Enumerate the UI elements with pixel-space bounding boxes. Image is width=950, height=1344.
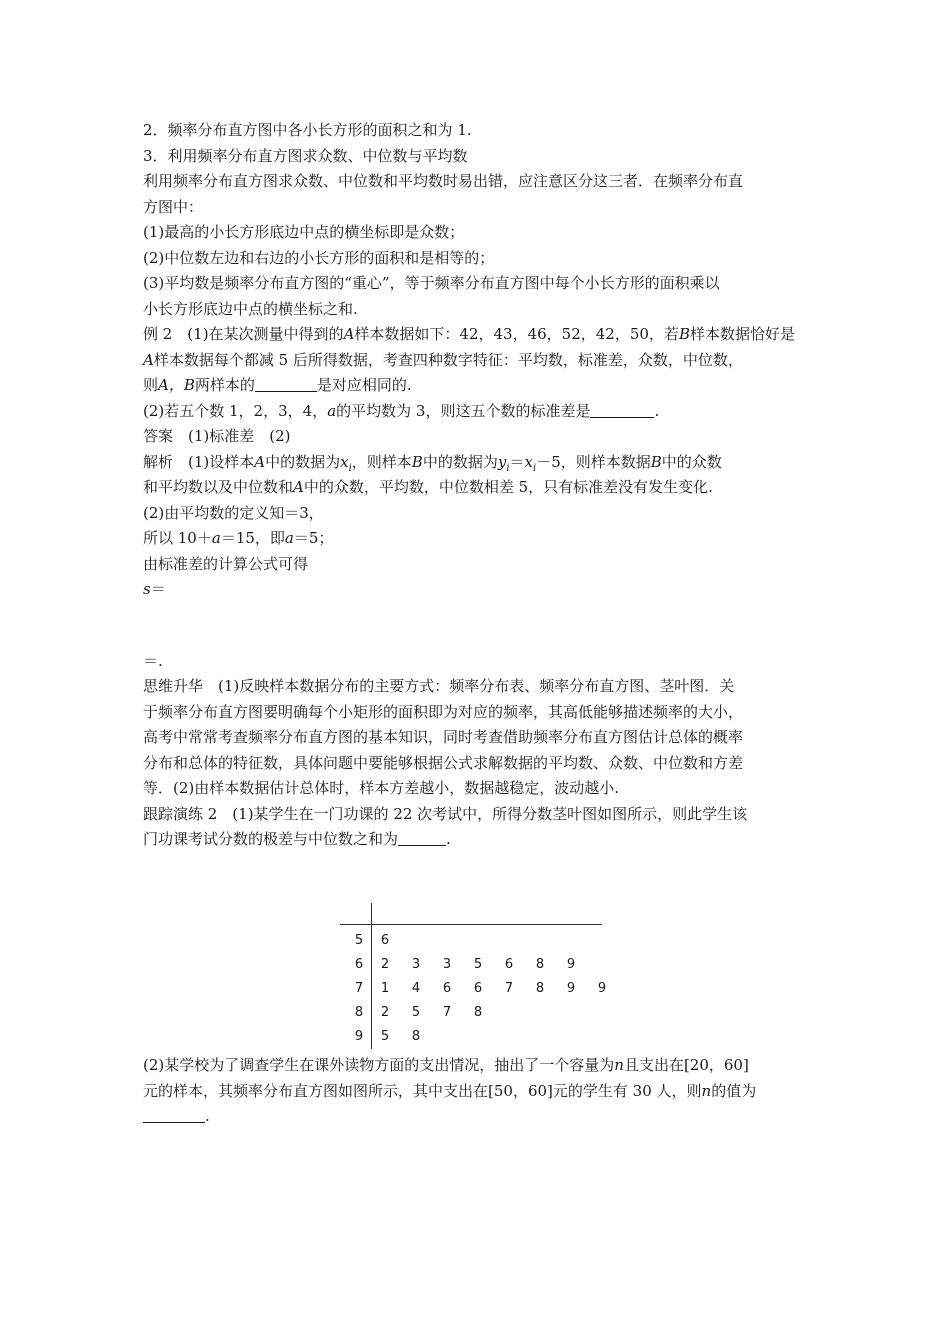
- stem-leaf-row: [340, 977, 607, 1001]
- stem-value: 7: [354, 981, 364, 996]
- leaf-value: 1: [380, 981, 390, 996]
- leaf-value: 6: [473, 981, 483, 996]
- leaf-value: 9: [597, 981, 607, 996]
- leaf-value: 5: [411, 1005, 421, 1020]
- leaf-value: 7: [442, 1005, 452, 1020]
- summary-line: 分布和总体的特征数，具体问题中要能够根据公式求解数据的平均数、众数、中位数和方差: [143, 753, 744, 772]
- leaf-value: 6: [442, 981, 452, 996]
- practice-line-2: 门功课考试分数的极差与中位数之和为 .: [143, 830, 451, 848]
- summary-line: 思维升华 (1)反映样本数据分布的主要方式：频率分布表、频率分布直方图、茎叶图．关: [143, 677, 735, 695]
- paragraph-line: 利用频率分布直方图求众数、中位数和平均数时易出错，应注意区分这三者．在频率分布直: [143, 172, 744, 190]
- paragraph-line: 方图中：: [143, 197, 204, 216]
- question-2-line-2: 元的样本，其频率分布直方图如图所示，其中支出在[50，60]元的学生有 30 人，则n的值为: [143, 1081, 757, 1100]
- example-2-line-2: A样本数据每个都减 5 后所得数据，考查四种数字特征：平均数，标准差，众数，中位数，: [143, 350, 743, 369]
- leaf-value: 4: [411, 981, 421, 996]
- leaf-value: 5: [473, 957, 483, 972]
- example-2-line-1: 例 2 (1)在某次测量中得到的A样本数据如下：42，43，46，52，42，50，若B样本数据恰好是: [143, 325, 795, 343]
- leaf-value: 9: [566, 957, 576, 972]
- summary-line: 等．(2)由样本数据估计总体时，样本方差越小，数据越稳定，波动越小.: [143, 779, 620, 797]
- text-block-top: [143, 118, 815, 853]
- leaf-value: 6: [504, 957, 514, 972]
- answer-blank: [255, 377, 317, 392]
- solution-line-6: s＝: [143, 580, 166, 598]
- solution-line-5: 由标准差的计算公式可得: [143, 554, 309, 573]
- leaf-value: 8: [535, 981, 545, 996]
- answer-blank: [590, 403, 654, 418]
- solution-line-2: 和平均数以及中位数和A中的众数，平均数，中位数相差 5，只有标准差没有发生变化.: [143, 478, 713, 496]
- point-3-heading: 3．利用频率分布直方图求众数、中位数与平均数: [143, 146, 468, 165]
- answer-blank: [143, 1108, 205, 1123]
- solution-line-4: 所以 10＋a＝15，即a＝5；: [143, 529, 334, 547]
- formula-gap: [143, 603, 815, 649]
- example-2-line-3: 则A，B两样本的 是对应相同的.: [143, 376, 412, 394]
- stem-leaf-row: [340, 1025, 602, 1049]
- leaf-value: 3: [411, 957, 421, 972]
- leaf-value: 7: [504, 981, 514, 996]
- stem-value: 5: [354, 933, 364, 948]
- leaf-value: 5: [380, 1029, 390, 1044]
- stem-leaf-row: [340, 953, 602, 977]
- leaf-value: 9: [566, 981, 576, 996]
- leaf-value: 8: [411, 1029, 421, 1044]
- stem-leaf-plot: [340, 903, 607, 1049]
- stem-value: 8: [354, 1005, 364, 1020]
- rule-3: (3)平均数是频率分布直方图的“重心”，等于频率分布直方图中每个小长方形的面积乘以: [143, 274, 720, 292]
- practice-line-1: 跟踪演练 2 (1)某学生在一门功课的 22 次考试中，所得分数茎叶图如图所示，则此学生该: [143, 804, 748, 823]
- leaf-value: 2: [380, 957, 390, 972]
- rule-3-cont: 小长方形底边中点的横坐标之和.: [143, 299, 358, 318]
- stem-value: 9: [354, 1029, 364, 1044]
- stem-leaf-row: [340, 1001, 602, 1025]
- solution-line-1: 解析 (1)设样本A中的数据为$x_i$，则样本B中的数据为$y_i=x_i-5$，则样本数据B中的众数: [143, 452, 722, 474]
- leaf-value: 8: [535, 957, 545, 972]
- header-line: [340, 924, 602, 925]
- text-block-bottom: [143, 1053, 815, 1130]
- leaf-value: 8: [473, 1005, 483, 1020]
- solution-line-3: (2)由平均数的定义知＝3，: [143, 503, 324, 522]
- solution-line-7: ＝.: [143, 651, 163, 670]
- summary-line: 高考中常常考查频率分布直方图的基本知识，同时考查借助频率分布直方图估计总体的概率: [143, 728, 744, 746]
- summary-line: 于频率分布直方图要明确每个小矩形的面积即为对应的频率，其高低能够描述频率的大小，: [143, 702, 744, 721]
- point-2: 2．频率分布直方图中各小长方形的面积之和为 1.: [143, 121, 472, 139]
- leaf-value: 3: [442, 957, 452, 972]
- stem-leaf-row: [340, 929, 602, 953]
- answer-blank: [398, 831, 446, 846]
- rule-2: (2)中位数左边和右边的小长方形的面积和是相等的；: [143, 248, 495, 267]
- stem-value: 6: [354, 957, 364, 972]
- leaf-value: 6: [380, 933, 390, 948]
- answer-line: 答案 (1)标准差 (2): [143, 427, 291, 445]
- rule-1: (1)最高的小长方形底边中点的横坐标即是众数；: [143, 223, 465, 241]
- leaf-value: 2: [380, 1005, 390, 1020]
- example-2-part-2: (2)若五个数 1，2，3，4，a的平均数为 3，则这五个数的标准差是 .: [143, 401, 660, 420]
- question-2-line-1: (2)某学校为了调查学生在课外读物方面的支出情况，抽出了一个容量为n且支出在[20，60]: [143, 1056, 749, 1074]
- question-2-line-3: .: [143, 1104, 815, 1130]
